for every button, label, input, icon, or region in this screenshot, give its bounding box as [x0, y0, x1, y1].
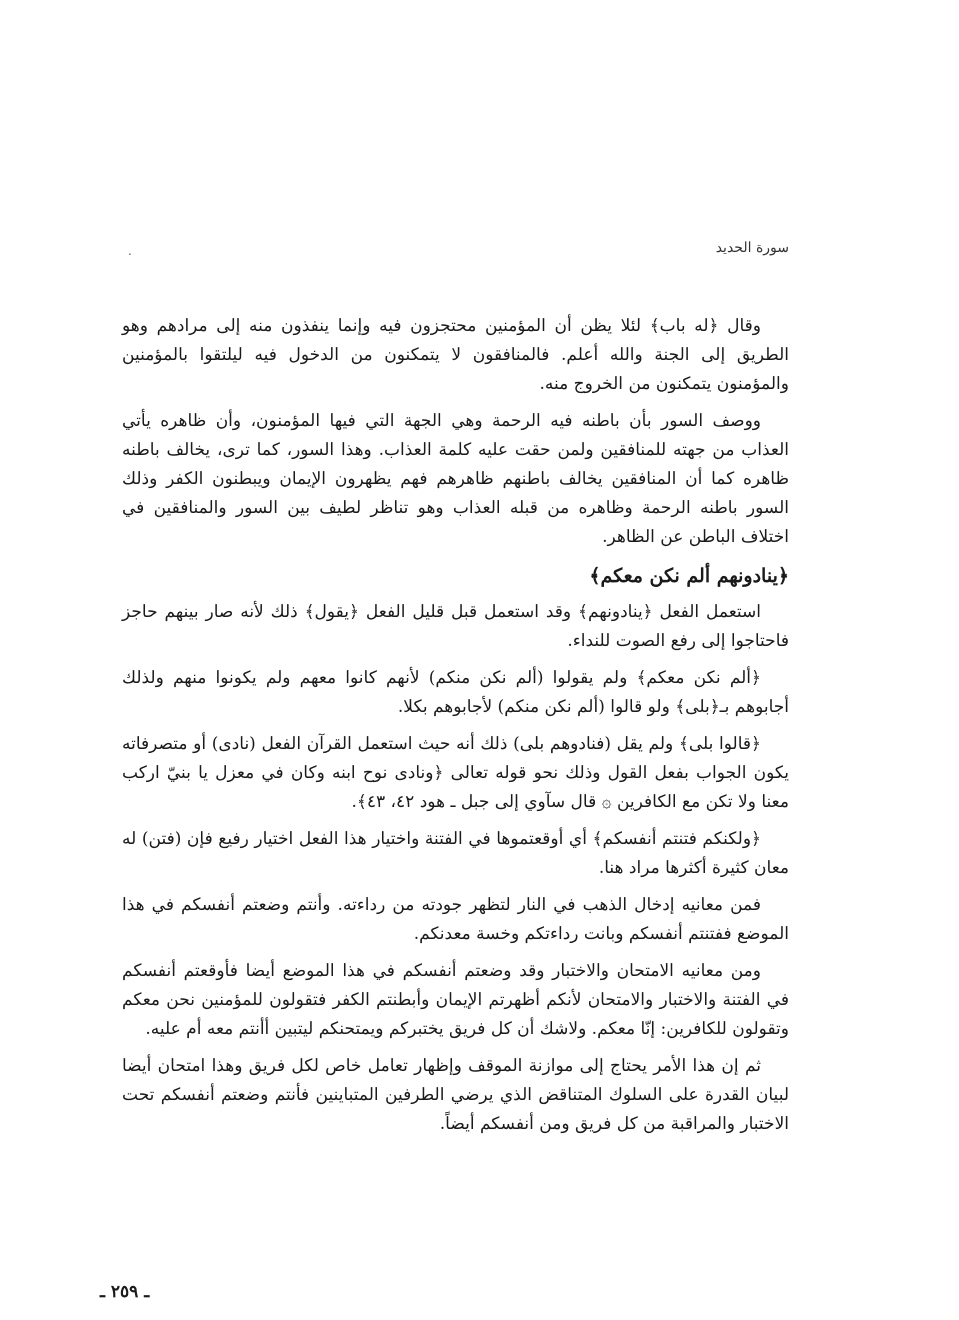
paragraph: ﴿قالوا بلى﴾ ولم يقل (فنادوهم بلى) ذلك أنه حيث استعمل القرآن الفعل (نادى) أو متصرفاته يكون الجواب بفعل القول وذلك نحو قوله تعالى ﴿ونادى نوح ابنه وكان في معزل يا بنيّ اركب معنا ولا تكن مع الكافرين ۞ قال سآوي إلى جبل ـ هود ٤٢، ٤٣﴾. — [122, 734, 789, 812]
paragraph: ﴿ولكنكم فتنتم أنفسكم﴾ أي أوقعتموها في الفتنة واختيار هذا الفعل اختيار رفيع فإن (فتن) له معان كثيرة أكثرها مراد هنا. — [122, 829, 789, 878]
paragraph: ثم إن هذا الأمر يحتاج إلى موازنة الموقف وإظهار تعامل خاص لكل فريق وهذا امتحان أيضا لبيان القدرة على السلوك المتناقض الذي يرضي الطرفين المتباينين فأنتم وضعتم أنفسكم تحت الاختبار والمراقبة من كل فريق ومن أنفسكم أيضاً. — [122, 1056, 789, 1134]
paragraph: ومن معانيه الامتحان والاختبار وقد وضعتم أنفسكم في هذا الموضع أيضا فأوقعتم أنفسكم في الفتنة والاختبار والامتحان لأنكم أظهرتم الإيمان وأبطنتم الكفر فتقولون للمؤمنين نحن معكم وتقولون للكافرين: إنّا معكم. ولاشك أن كل فريق يختبركم ويمتحنكم ليتبين أأنتم معه أم عليه. — [122, 961, 789, 1039]
page-number: ـ ٢٥٩ ـ — [100, 1282, 150, 1302]
header-corner-mark: . — [128, 244, 132, 258]
running-header — [128, 240, 789, 266]
paragraph: ﴿ألم نكن معكم﴾ ولم يقولوا (ألم نكن منكم) لأنهم كانوا معهم ولم يكونوا منهم ولذلك أجابوهم بـ﴿بلى﴾ ولو قالوا (ألم نكن منكم) لأجابوهم بكلا. — [122, 668, 789, 717]
page-body — [122, 312, 789, 1147]
paragraph: ووصف السور بأن باطنه فيه الرحمة وهي الجهة التي فيها المؤمنون، وأن ظاهره يأتي العذاب من جهته للمنافقين ولمن حقت عليه كلمة العذاب. وهذا السور، كما ترى، يخالف باطنه ظاهره كما أن المنافقين يخالف باطنهم ظاهرهم فهم يظهرون الإيمان ويبطنون الكفر وذلك السور باطنه الرحمة وظاهره من قبله العذاب وهو تناظر لطيف بين السور والمنافقين في اختلاف الباطن عن الظاهر. — [122, 411, 789, 547]
surah-title: سورة الحديد — [715, 240, 789, 256]
section-heading: ﴿ينادونهم ألم نكن معكم﴾ — [589, 565, 789, 587]
paragraph: وقال ﴿له باب﴾ لئلا يظن أن المؤمنين محتجزون فيه وإنما ينفذون منه إلى مرادهم وهو الطريق إلى الجنة والله أعلم. فالمنافقون لا يتمكنون من الدخول فيه ليلتقوا بالمؤمنين والمؤمنون يتمكنون من الخروج منه. — [122, 316, 789, 394]
paragraph: استعمل الفعل ﴿ينادونهم﴾ وقد استعمل قبل قليل الفعل ﴿يقول﴾ ذلك لأنه صار بينهم حاجز فاحتاجوا إلى رفع الصوت للنداء. — [122, 602, 789, 651]
paragraph: فمن معانيه إدخال الذهب في النار لتظهر جودته من رداءته. وأنتم وضعتم أنفسكم في هذا الموضع ففتنتم أنفسكم وبانت رداءتكم وخسة معدنكم. — [122, 895, 789, 944]
